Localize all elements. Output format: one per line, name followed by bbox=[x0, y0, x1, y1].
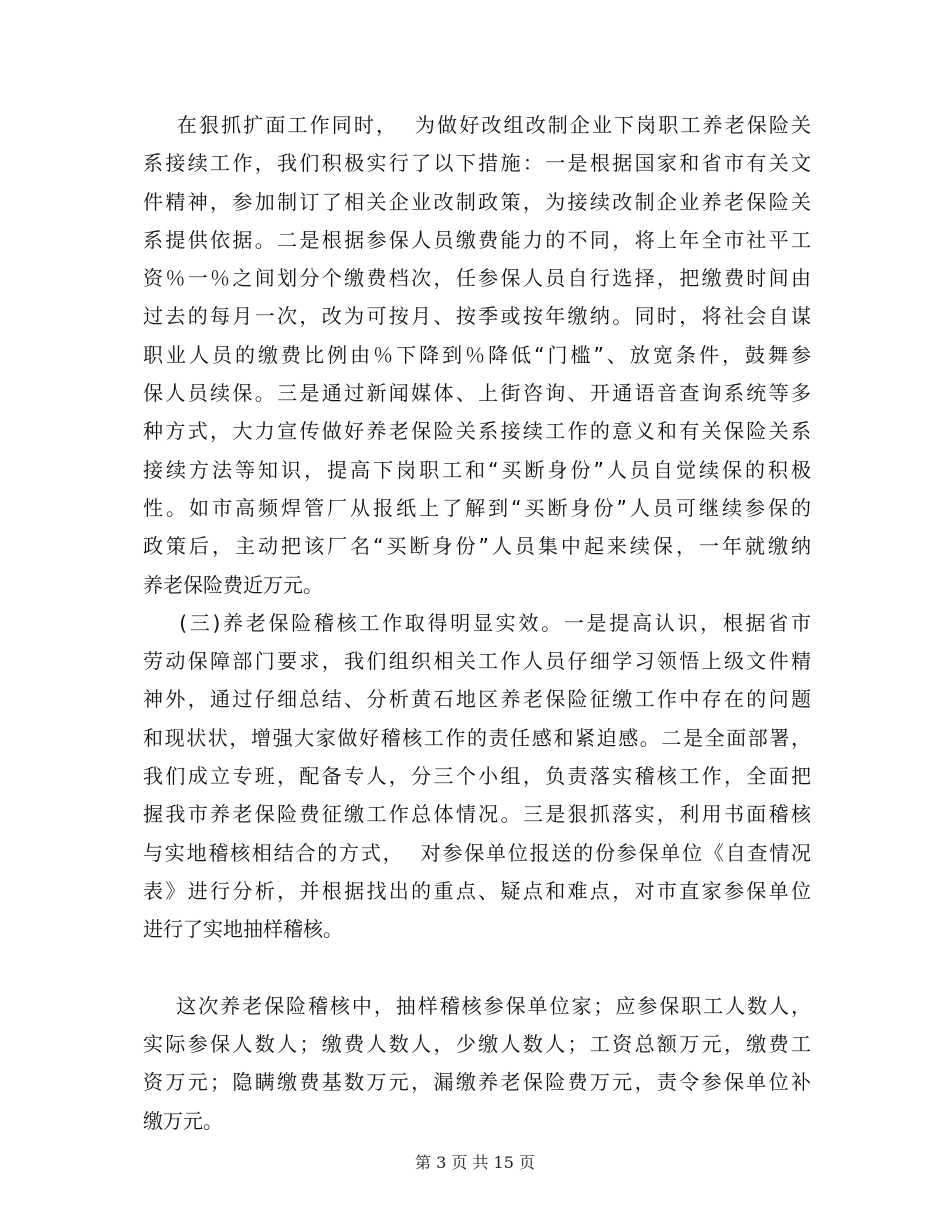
blank-line bbox=[143, 949, 811, 987]
page-number-footer: 第 3 页 共 15 页 bbox=[415, 1153, 535, 1172]
text-line: 过去的每月一次，改为可按月、按季或按年缴纳。同时，将社会自谋 bbox=[143, 304, 811, 329]
text-line: 性。如市高频焊管厂从报纸上了解到“买断身份”人员可继续参保的 bbox=[143, 495, 811, 520]
text-line: 在狠抓扩面工作同时， 为做好改组改制企业下岗职工养老保险关 bbox=[143, 113, 811, 137]
text-line: 握我市养老保险费征缴工作总体情况。三是狠抓落实，利用书面稽核 bbox=[143, 802, 811, 827]
text-line: 实际参保人数人；缴费人数人，少缴人数人；工资总额万元，缴费工 bbox=[143, 1032, 811, 1057]
text-line: 资万元；隐瞒缴费基数万元，漏缴养老保险费万元，责令参保单位补 bbox=[143, 1070, 811, 1095]
body-text bbox=[143, 106, 811, 1140]
text-line: 我们成立专班，配备专人，分三个小组，负责落实稽核工作，全面把 bbox=[143, 764, 811, 789]
text-line: 系接续工作，我们积极实行了以下措施：一是根据国家和省市有关文 bbox=[143, 151, 811, 176]
text-line: 件精神，参加制订了相关企业改制政策，为接续改制企业养老保险关 bbox=[143, 189, 811, 214]
text-line: 与实地稽核相结合的方式， 对参保单位报送的份参保单位《自查情况 bbox=[143, 840, 811, 865]
text-line: 劳动保障部门要求，我们组织相关工作人员仔细学习领悟上级文件精 bbox=[143, 649, 811, 674]
text-line: 缴万元。 bbox=[143, 1108, 223, 1133]
text-line: 职业人员的缴费比例由％下降到％降低“门槛”、放宽条件，鼓舞参 bbox=[143, 342, 811, 367]
text-line: 和现状状，增强大家做好稽核工作的责任感和紧迫感。二是全面部署， bbox=[143, 725, 811, 750]
text-line: 表》进行分析，并根据找出的重点、疑点和难点，对市直家参保单位 bbox=[143, 878, 811, 903]
text-line: (三)养老保险稽核工作取得明显实效。一是提高认识，根据省市 bbox=[143, 610, 811, 635]
text-line: 进行了实地抽样稽核。 bbox=[143, 917, 343, 942]
text-line: 系提供依据。二是根据参保人员缴费能力的不同，将上年全市社平工 bbox=[143, 227, 811, 252]
text-line: 种方式，大力宣传做好养老保险关系接续工作的意义和有关保险关系 bbox=[143, 419, 811, 444]
text-line: 接续方法等知识，提高下岗职工和“买断身份”人员自觉续保的积极 bbox=[143, 457, 811, 482]
text-line: 神外，通过仔细总结、分析黄石地区养老保险征缴工作中存在的问题 bbox=[143, 687, 811, 712]
text-line: 保人员续保。三是通过新闻媒体、上街咨询、开通语音查询系统等多 bbox=[143, 381, 811, 406]
text-line: 这次养老保险稽核中，抽样稽核参保单位家；应参保职工人数人， bbox=[143, 993, 811, 1018]
text-line: 政策后，主动把该厂名“买断身份”人员集中起来续保，一年就缴纳 bbox=[143, 534, 811, 559]
text-line: 养老保险费近万元。 bbox=[143, 572, 323, 597]
text-line: 资％一％之间划分个缴费档次，任参保人员自行选择，把缴费时间由 bbox=[143, 266, 811, 291]
